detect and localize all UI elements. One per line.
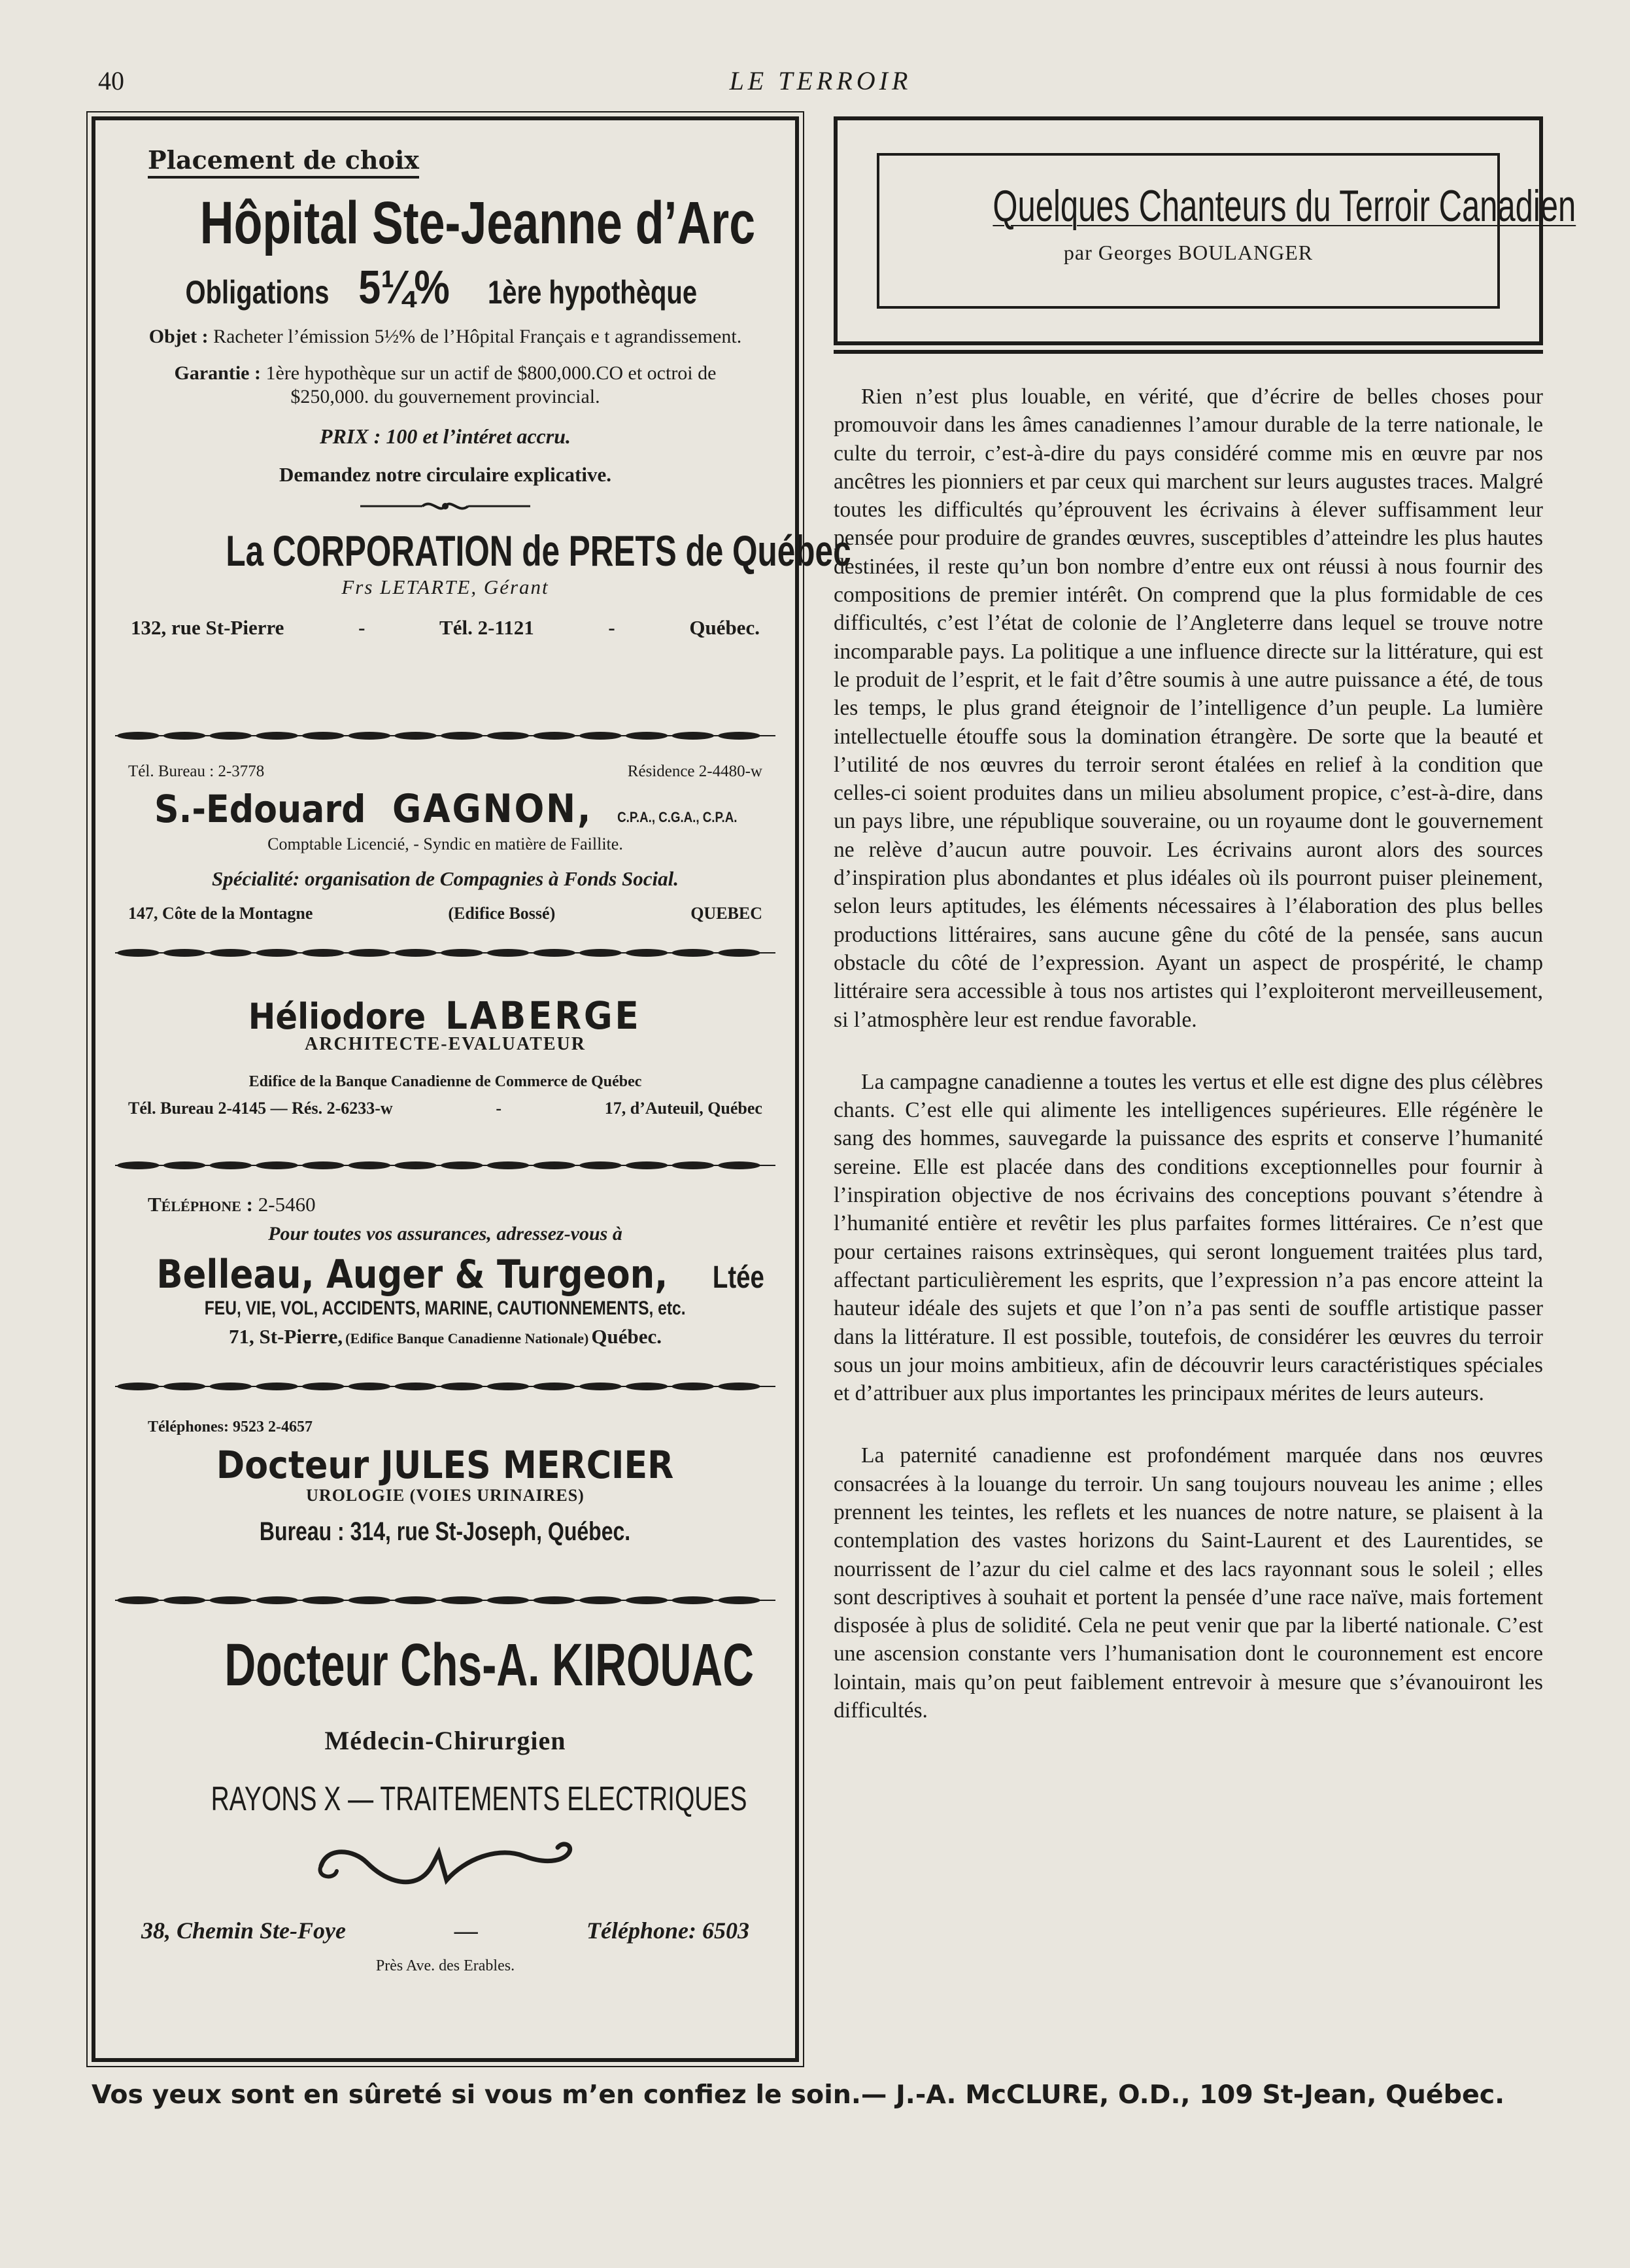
kirouac-name: Docteur Chs-A. KIROUAC — [224, 1632, 755, 1698]
hospital-name: Hôpital Ste-Jeanne d’Arc — [199, 190, 756, 256]
gagnon-building: (Edifice Bossé) — [448, 904, 556, 923]
ad-gagnon — [122, 763, 769, 923]
page-number: 40 — [98, 66, 124, 95]
ad-belleau-auger-turgeon — [122, 1193, 769, 1349]
article-body — [834, 383, 1543, 1759]
divider-rule — [115, 730, 775, 741]
page-header — [98, 65, 1543, 105]
gagnon-first-name: S.-Edouard — [154, 787, 366, 831]
advertisement-column — [92, 116, 851, 2062]
gagnon-credentials: C.P.A., C.G.A., C.P.A. — [617, 809, 738, 825]
laberge-separator: - — [496, 1099, 502, 1118]
article-paragraph: La campagne canadienne a toutes les vertus et elle est digne des plus célèbres chants. C’est elle qui alimente les intelligences supérieures. Elle régénère le sang des hommes, sauvegarde la puissance des esprits et conserve l’humanité sereine. Elle est placée dans des conditions exceptionnelles pour fournir à l’inspiration objective de nos écrivains des conceptions pouvant s’étendre à l’humanité entière et revêtir les plus parfaites formes littéraires. Ce n’est que pour certaines raisons extrinsèques, qui seront longuement traitées plus tard, affectant particulièrement les esprits, que l’expression n’a pas encore atteint la hauteur idéale des sujets et que l’on n’a pas senti de souffle artistique passer dans la littérature. Il est possible, toutefois, de considérer les œuvres du terroir sous un jour moins ambitieux, afin de découvrir leurs caractéristiques spéciales et d’attribuer aux plus importantes les principaux mérites de leurs auteurs. — [834, 1069, 1543, 1406]
ad-heading: Placement de choix — [148, 145, 419, 179]
gagnon-title: Comptable Licencié, - Syndic en matière de Faillite. — [267, 834, 623, 853]
kirouac-services: RAYONS X — TRAITEMENTS ELECTRIQUES — [211, 1780, 747, 1818]
ad-laberge — [122, 993, 769, 1118]
laberge-address: 17, d’Auteuil, Québec — [604, 1099, 762, 1118]
ad-hopital-ste-jeanne — [122, 145, 851, 640]
belleau-phone: 2-5460 — [258, 1193, 316, 1216]
article-paragraph: La paternité canadienne est profondément marquée dans nos œuvres consacrées à la louange du terroir. Un sang toujours nouveau les anime ; elles prennent les teintes, les reflets et les nuances de notre nature, se plaisent à la contemplation des vastes horizons du Saint-Laurent et des Laurentides, se nourrissent de l’azur du ciel calme et des lacs rayonnant sous le soleil ; elles sont descriptives à souhait et portent la pensée d’une race naïve, mais fortement disposée à plus de solidité. Cela ne peut venir que par la liberté nationale. C’est une ascension constante vers l’humanisation dont le couronnement est encore lointain, mais qu’on peut faiblement entrevoir à mesure que s’évanouiront les difficultés. — [834, 1443, 1543, 1723]
laberge-first-name: Héliodore — [248, 996, 426, 1037]
belleau-suffix: Ltée — [712, 1260, 764, 1295]
gagnon-address: 147, Côte de la Montagne — [128, 904, 313, 923]
mercier-name: Docteur JULES MERCIER — [216, 1443, 674, 1487]
office-phone: Tél. Bureau : 2-3778 — [128, 763, 265, 780]
divider-rule — [115, 1595, 775, 1606]
kirouac-near: Près Ave. des Erables. — [375, 1957, 515, 1974]
belleau-phone-label: Téléphone : — [148, 1193, 253, 1216]
running-title: LE TERROIR — [729, 66, 912, 95]
ad-jules-mercier — [122, 1418, 769, 1550]
manager-name: Frs LETARTE, Gérant — [341, 576, 549, 598]
belleau-insurance-lines: FEU, VIE, VOL, ACCIDENTS, MARINE, CAUTIONNEMENTS, etc. — [205, 1297, 686, 1319]
address-separator: - — [608, 616, 615, 639]
article-byline: par Georges BOULANGER — [1063, 241, 1314, 264]
corporation-name: La CORPORATION de PRETS de Québec — [226, 526, 851, 575]
laberge-last-name: LABERGE — [445, 993, 641, 1038]
ad-kirouac — [122, 1631, 769, 1975]
corporation-city: Québec. — [689, 616, 760, 639]
divider-rule — [115, 948, 775, 958]
garantie-label: Garantie : — [174, 362, 261, 384]
mercier-phones: Téléphones: 9523 2-4657 — [148, 1418, 313, 1435]
garantie-text: 1ère hypothèque sur un actif de $800,000.CO et octroi de $250,000. du gouvernement provincial. — [265, 362, 717, 407]
kirouac-address: 38, Chemin Ste-Foye — [141, 1917, 346, 1944]
laberge-building: Edifice de la Banque Canadienne de Commerce de Québec — [248, 1073, 642, 1090]
objet-label: Objet : — [148, 326, 209, 347]
frame-underline — [834, 350, 1543, 354]
article-title-frame — [834, 116, 1576, 345]
corporation-phone: Tél. 2-1121 — [439, 616, 534, 639]
corporation-address: 132, rue St-Pierre — [131, 616, 284, 639]
flourish-icon — [122, 1840, 769, 1892]
residence-phone: Résidence 2-4480-w — [627, 763, 762, 780]
belleau-building: (Edifice Banque Canadienne Nationale) — [345, 1330, 589, 1347]
ornament-icon — [122, 498, 769, 514]
article-title-box — [877, 153, 1576, 309]
divider-rule — [115, 1381, 775, 1392]
price-line: PRIX : 100 et l’intéret accru. — [320, 424, 571, 448]
belleau-tagline: Pour toutes vos assurances, adressez-vous à — [268, 1223, 622, 1245]
gagnon-last-name: GAGNON, — [392, 786, 592, 832]
objet-text: Racheter l’émission 5½% de l’Hôpital Français e t agrandissement. — [213, 326, 742, 347]
belleau-address: 71, St-Pierre, — [229, 1325, 343, 1348]
belleau-city: Québec. — [591, 1325, 662, 1348]
footer-advertisement: Vos yeux sont en sûreté si vous m’en confiez le soin.— J.-A. McCLURE, O.D., 109 St-Jean, Québec. — [92, 2080, 1505, 2110]
gagnon-specialty: Spécialité: organisation de Compagnies à Fonds Social. — [212, 867, 679, 890]
kirouac-separator: — — [454, 1917, 479, 1944]
article-paragraph: Rien n’est plus louable, en vérité, que d’écrire de belles choses pour promouvoir dans les âmes canadiennes l’amour durable de la terre nationale, le culte du terroir, c’est-à-dire du pays considéré comme mis en œuvre par nos ancêtres les pionniers et par ceux qui marchent sur leurs augustes traces. Malgré toutes les difficultés qu’éprouvent les écrivains à élever suffisamment leur pensée pour produire de grandes œuvres, susceptibles d’atteindre les plus hautes destinées, il reste qu’un bon nombre d’entre eux ont réussi à nous fournir des compositions de premier intérêt. On comprend que la plus formidable de ces difficultés, c’est l’état de colonie de l’Angleterre dans lequel se trouve notre incomparable pays. La politique a une influence directe sur la littérature, qui est le produit de l’esprit, et le fait d’être soumis à une autre puissance a été, de tous les temps, le plus grand éteignoir de l’intelligence d’un peuple. La lumière intellectuelle étouffe sous la domination étrangère. De sorte que la beauté et l’utilité de nos œuvres du terroir seront étalées en relief à la condition que celles-ci soient produites dans un milieu absolument propice, c’est-à-dire, dans un pays libre, une république souveraine, ou un royaume dont le gouvernement ne relève d’aucun autre pouvoir. Les écrivains auront alors des sources d’inspiration plus abondantes et plus idéales où ils pourront puiser pleinement, selon leurs aptitudes, les éléments nécessaires à l’élaboration des plus belles productions littéraires, sans aucune gêne du côté de la pensée, sans aucun obstacle du côté de l’expression. Ayant un aspect de prospérité, le champ littéraire sera accessible à tous nos artistes qui l’exploiteront merveilleusement, si l’atmosphère leur est rendue favorable. — [834, 385, 1543, 1032]
gagnon-city: QUEBEC — [690, 904, 762, 923]
address-separator: - — [358, 616, 365, 639]
kirouac-profession: Médecin-Chirurgien — [324, 1726, 566, 1755]
mercier-office: Bureau : 314, rue St-Joseph, Québec. — [260, 1517, 631, 1546]
obligations-label: Obligations — [185, 274, 330, 311]
mercier-specialty: UROLOGIE (VOIES URINAIRES) — [306, 1486, 585, 1505]
article-title: Quelques Chanteurs du Terroir Canadien — [993, 181, 1576, 231]
divider-rule — [115, 1160, 775, 1171]
laberge-phones: Tél. Bureau 2-4145 — Rés. 2-6233-w — [128, 1099, 393, 1118]
mortgage-rank: 1ère hypothèque — [487, 274, 697, 311]
interest-rate: 5¼% — [358, 262, 450, 314]
belleau-name: Belleau, Auger & Turgeon, — [156, 1252, 668, 1297]
circular-request: Demandez notre circulaire explicative. — [279, 463, 611, 486]
laberge-profession: ARCHITECTE-EVALUATEUR — [305, 1034, 586, 1054]
kirouac-phone: Téléphone: 6503 — [586, 1917, 749, 1944]
